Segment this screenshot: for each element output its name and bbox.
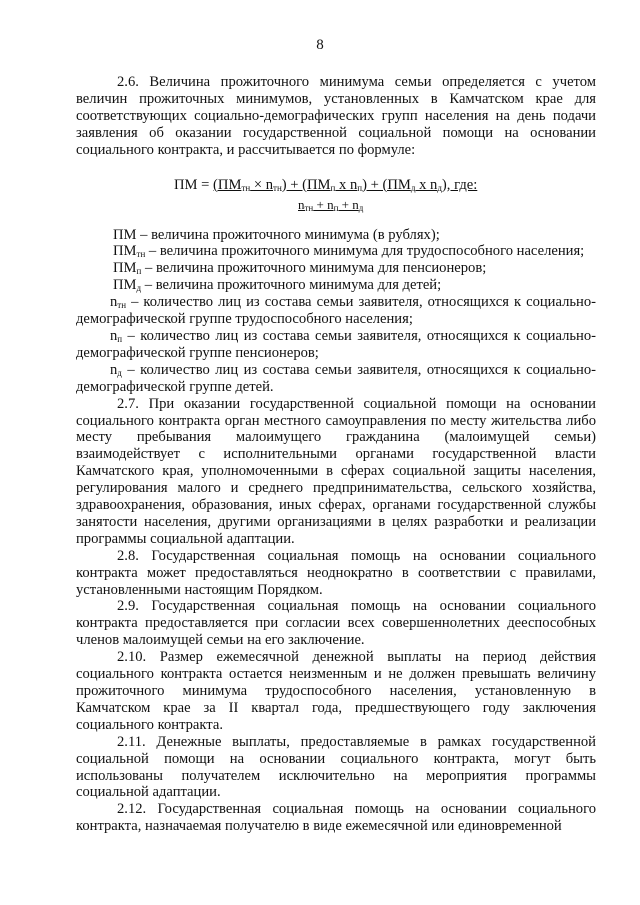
paragraph-2-10: 2.10. Размер ежемесячной денежной выплаты на период действия социального контракта остается неизменным и не должен превышать величину прожиточного минимума трудоспособного населения, установленную в Камчатском крае за II квартал года, предшествующего году заключения социального контракта.	[76, 649, 596, 733]
legend-n-d	[76, 362, 596, 396]
formula-numerator-terms	[213, 177, 477, 193]
legend-pm: ПМ – величина прожиточного минимума (в рублях);	[113, 226, 440, 243]
legend-symbol: ПМ	[113, 260, 137, 277]
legend-text: – количество лиц из состава семьи заявителя, относящихся к социально-демографической группе детей.	[76, 361, 596, 395]
legend-subscript: д	[117, 367, 122, 378]
legend-text: – величина прожиточного минимума для пенсионеров;	[141, 260, 487, 277]
formula-term: ) + (ПМ	[362, 176, 411, 193]
paragraph-2-11: 2.11. Денежные выплаты, предоставляемые в рамках государственной социальной помощи на основании социального контракта, могут быть использованы получателем исключительно на мероприятия программы социальной адаптации.	[76, 733, 596, 801]
formula-subscript: д	[410, 182, 416, 193]
legend-subscript: тн	[136, 249, 146, 260]
formula-subscript: д	[437, 182, 442, 193]
legend-subscript: д	[136, 283, 142, 294]
legend-text: – количество лиц из состава семьи заявителя, относящихся к социально-демографической группе трудоспособного населения;	[76, 294, 596, 328]
formula-term: x n	[335, 176, 358, 193]
legend-symbol: ПМ	[113, 243, 137, 260]
formula-subscript: п	[330, 182, 336, 193]
paragraph-2-12: 2.12. Государственная социальная помощь на основании социального контракта, назначаемая получателю в виде ежемесячной или единовременной	[76, 801, 596, 835]
formula-term: × n	[250, 176, 274, 193]
legend-subscript: п	[117, 333, 123, 344]
formula-subscript: тн	[241, 182, 251, 193]
legend-text: – величина прожиточного минимума для трудоспособного населения;	[145, 243, 585, 260]
formula-term: n	[298, 196, 305, 212]
legend-symbol: ПМ	[113, 277, 137, 294]
legend-text: – количество лиц из состава семьи заявителя, относящихся к социально-демографической группе пенсионеров;	[76, 327, 596, 361]
formula-term: (ПМ	[213, 176, 242, 193]
formula-lhs: ПМ =	[174, 176, 214, 193]
formula-subscript: п	[357, 182, 363, 193]
legend-n-p	[76, 328, 596, 362]
formula-subscript: д	[358, 202, 364, 213]
legend-text: – величина прожиточного минимума для детей;	[141, 277, 442, 294]
formula-term: ), где:	[441, 176, 478, 193]
formula-numerator	[174, 177, 477, 194]
document-body	[76, 74, 596, 835]
formula	[76, 171, 596, 217]
legend-symbol: n	[110, 327, 118, 344]
paragraph-2-8: 2.8. Государственная социальная помощь на основании социального контракта может предоставляться неоднократно в соответствии с правилами, установленными настоящим Порядком.	[76, 547, 596, 598]
legend-symbol: n	[110, 361, 118, 378]
legend-pm-p	[76, 260, 596, 277]
formula-denominator	[298, 197, 363, 213]
legend-subscript: тн	[117, 300, 127, 311]
legend-n-tn	[76, 294, 596, 328]
formula-subscript: тн	[304, 202, 314, 213]
formula-term: + n	[338, 196, 359, 212]
legend-symbol: n	[110, 294, 118, 311]
legend-pm-d	[76, 277, 596, 294]
formula-term: x n	[415, 176, 438, 193]
formula-denominator-terms	[298, 197, 363, 212]
formula-term: ) + (ПМ	[281, 176, 331, 193]
formula-subscript: п	[333, 202, 339, 213]
legend-subscript: п	[136, 266, 142, 277]
paragraph-2-9: 2.9. Государственная социальная помощь на основании социального контракта предоставляется при согласии всех совершеннолетних дееспособных членов малоимущей семьи на его заключение.	[76, 598, 596, 649]
page-number: 8	[316, 37, 324, 53]
formula-term: + n	[313, 196, 334, 212]
formula-subscript: тн	[273, 182, 282, 193]
legend-pm-tn	[76, 243, 596, 260]
paragraph-2-7: 2.7. При оказании государственной социальной помощи на основании социального контракта орган местного самоуправления по месту жительства либо месту пребывания малоимущего гражданина (малоимущей семьи) взаимодействует с исполнительными органами государственной власти Камчатского края, уполномоченными в сферах социальной защиты населения, регулирования малого и среднего предпринимательства, сельского хозяйства, здравоохранения, образования, иных сферах, органами государственной службы занятости населения, другими организациями в целях разработки и реализации программы социальной адаптации.	[76, 395, 596, 547]
paragraph-2-6: 2.6. Величина прожиточного минимума семьи определяется с учетом величин прожиточных минимумов, установленных в Камчатском крае для соответствующих социально-демографических групп населения на день подачи заявления об оказании государственной социальной помощи на основании социального контракта, и рассчитывается по формуле:	[76, 74, 596, 158]
formula-legend	[76, 227, 596, 396]
